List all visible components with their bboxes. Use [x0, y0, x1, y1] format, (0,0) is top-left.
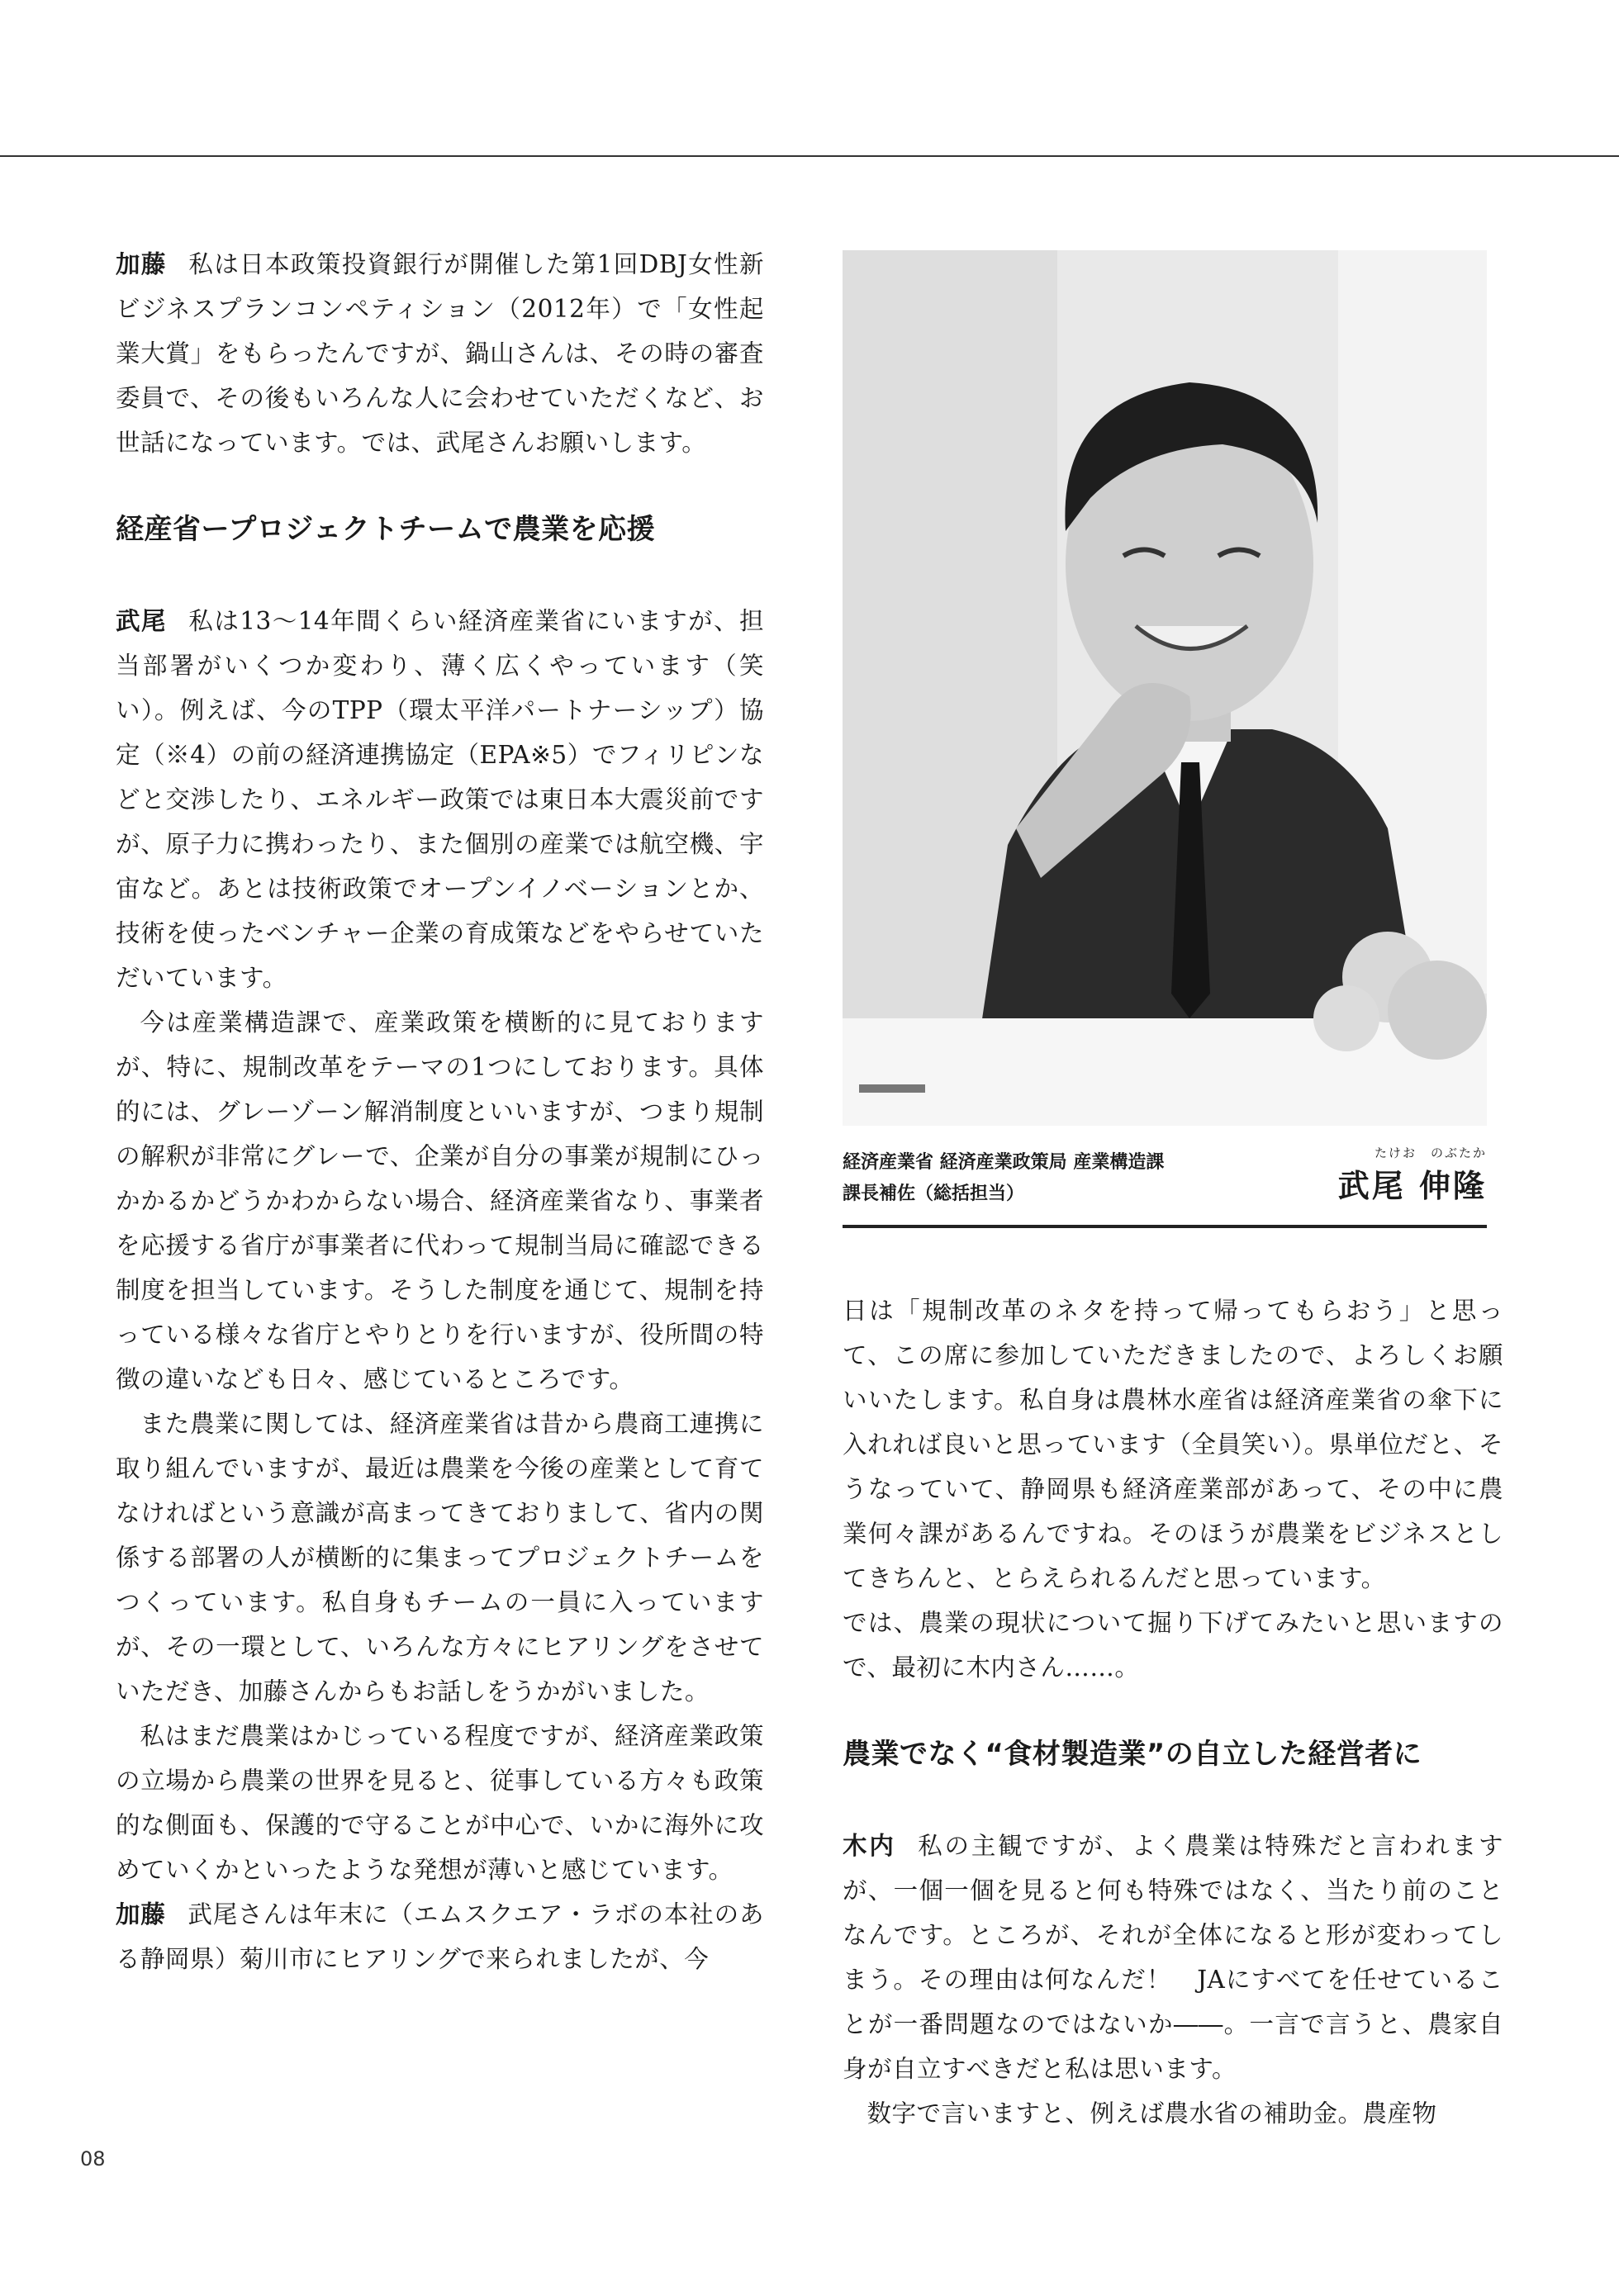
paragraph: 数字で言いますと、例えば農水省の補助金。農産物	[866, 2099, 1437, 2128]
paragraph	[116, 242, 764, 465]
caption-name-reading: たけお のぶたか	[1374, 1146, 1487, 1160]
right-column	[843, 1288, 1503, 2136]
paragraph-text: 私は13～14年間くらい経済産業省にいますが、担当部署がいくつか変わり、薄く広くやっています（笑い）。例えば、今のTPP（環太平洋パートナーシップ）協定（※4）の前の経済連携協定（EPA※5）でフィリピンなどと交渉したり、エネルギー政策では東日本大震災前ですが、原子力に携わったり、また個別の産業では航空機、宇宙など。あとは技術政策でオープンイノベーションとか、技術を使ったベンチャー企業の育成策などをやらせていただいています。	[116, 607, 764, 992]
paragraph: では、農業の現状について掘り下げてみたいと思いますので、最初に木内さん……。	[843, 1609, 1503, 1682]
speaker-label: 加藤	[116, 1900, 166, 1928]
photo-caption	[843, 1144, 1487, 1226]
section-heading: 経産省ープロジェクトチームで農業を応援	[116, 513, 656, 546]
paragraph-text: 私は日本政策投資銀行が開催した第1回DBJ女性新ビジネスプランコンペティション（2012年）で「女性起業大賞」をもらったんですが、鍋山さんは、その時の審査委員で、その後もいろんな人に会わせていただくなど、お世話になっています。では、武尾さんお願いします。	[116, 250, 764, 457]
caption-org-line2: 課長補佐（総括担当）	[843, 1184, 1025, 1204]
caption-rule	[843, 1225, 1487, 1228]
portrait-illustration	[843, 250, 1487, 1126]
paragraph: 私はまだ農業はかじっている程度ですが、経済産業政策の立場から農業の世界を見ると、従事している方々も政策的な側面も、保護的で守ることが中心で、いかに海外に攻めていくかといったような発想が薄いと感じています。	[116, 1722, 764, 1884]
paragraph-text: 武尾さんは年末に（エムスクエア・ラボの本社のある静岡県）菊川市にヒアリングで来られましたが、今	[116, 1900, 764, 1973]
paragraph-text: 私の主観ですが、よく農業は特殊だと言われますが、一個一個を見ると何も特殊ではなく、当たり前のことなんです。ところが、それが全体になると形が変わってしまう。その理由は何なんだ！ JAにすべてを任せていることが一番問題なのではないか――。一言で言うと、農家自身が自立すべきだと私は思います。	[843, 1832, 1503, 2083]
paragraph	[116, 599, 764, 1000]
speaker-label: 加藤	[116, 250, 167, 278]
paragraph: 今は産業構造課で、産業政策を横断的に見ておりますが、特に、規制改革をテーマの1つにしております。具体的には、グレーゾーン解消制度といいますが、つまり規制の解釈が非常にグレーで、企業が自分の事業が規制にひっかかるかどうかわからない場合、経済産業省なり、事業者を応援する省庁が事業者に代わって規制当局に確認できる制度を担当しています。そうした制度を通じて、規制を持っている様々な省庁とやりとりを行いますが、役所間の特徴の違いなども日々、感じているところです。	[116, 1008, 764, 1393]
caption-name: 武尾 伸隆	[1337, 1168, 1487, 1204]
speaker-label: 武尾	[116, 607, 167, 635]
caption-organization	[843, 1147, 1272, 1210]
section-heading: 農業でなく“食材製造業”の自立した経営者に	[843, 1738, 1422, 1771]
paragraph	[116, 1892, 764, 1981]
speaker-label: 木内	[843, 1832, 896, 1860]
page-number: 08	[80, 2147, 106, 2170]
left-column	[116, 242, 764, 1981]
portrait-photo	[843, 250, 1487, 1126]
paragraph: また農業に関しては、経済産業省は昔から農商工連携に取り組んでいますが、最近は農業を今後の産業として育てなければという意識が高まってきておりまして、省内の関係する部署の人が横断的に集まってプロジェクトチームをつくっています。私自身もチームの一員に入っていますが、その一環として、いろんな方々にヒアリングをさせていただき、加藤さんからもお話しをうかがいました。	[116, 1410, 764, 1705]
paragraph	[843, 1824, 1503, 2091]
top-rule	[0, 155, 1619, 157]
caption-org-line1: 経済産業省 経済産業政策局 産業構造課	[843, 1152, 1165, 1173]
paragraph: 日は「規制改革のネタを持って帰ってもらおう」と思って、この席に参加していただきましたので、よろしくお願いいたします。私自身は農林水産省は経済産業省の傘下に入れれば良いと思っています（全員笑い）。県単位だと、そうなっていて、静岡県も経済産業部があって、その中に農業何々課があるんですね。そのほうが農業をビジネスとしてきちんと、とらえられるんだと思っています。	[843, 1297, 1503, 1592]
